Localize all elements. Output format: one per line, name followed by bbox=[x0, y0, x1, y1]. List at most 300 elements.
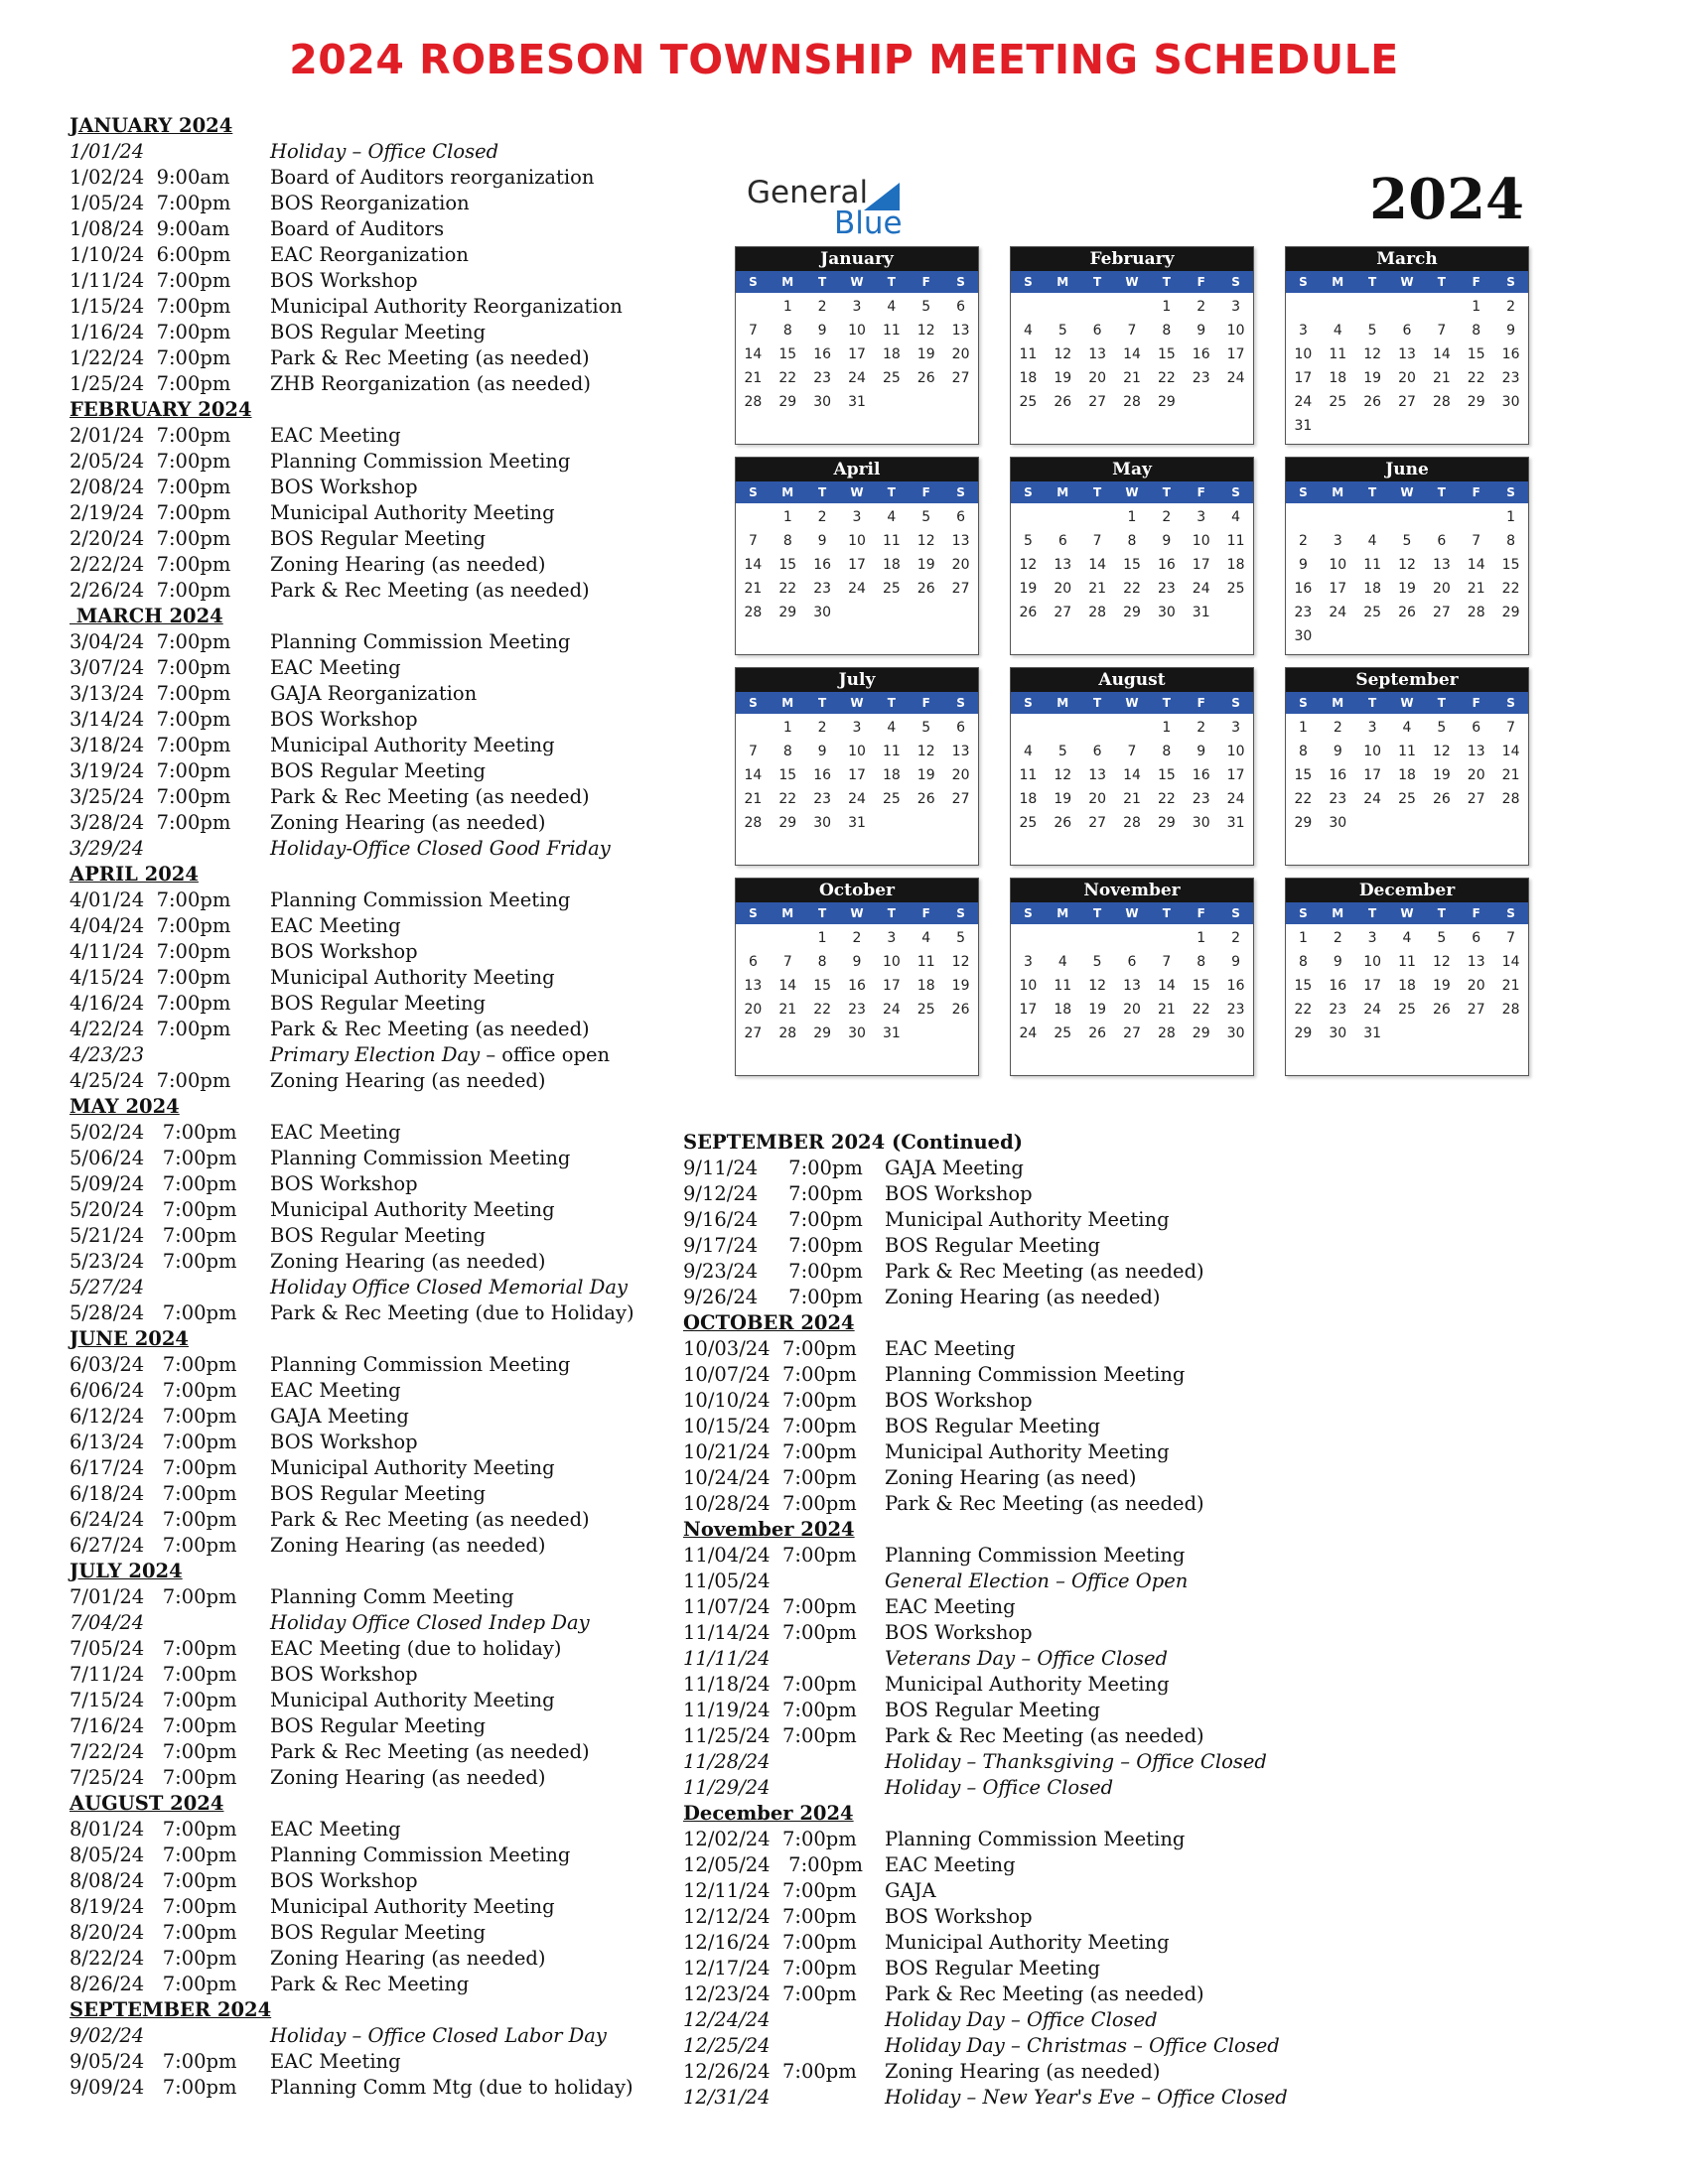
day-number: 28 bbox=[744, 815, 763, 831]
day-number: 22 bbox=[1192, 1002, 1210, 1018]
day-number: 14 bbox=[744, 767, 763, 783]
entry-event bbox=[885, 1904, 1033, 1930]
entry-date-time: 10/21/24 7:00pm bbox=[683, 1440, 857, 1463]
day-number: 5 bbox=[1057, 323, 1067, 339]
entry-event-text: Holiday – Office Closed Labor Day bbox=[270, 2024, 607, 2047]
entry-event bbox=[270, 1507, 590, 1533]
schedule-entry bbox=[70, 733, 665, 758]
day-number: 26 bbox=[1019, 605, 1038, 620]
day-number: 24 bbox=[882, 1002, 901, 1018]
day-number: 26 bbox=[1088, 1025, 1107, 1041]
schedule-entry bbox=[683, 1207, 1319, 1233]
entry-date-time: 12/02/24 7:00pm bbox=[683, 1828, 857, 1850]
schedule-entry bbox=[70, 1352, 665, 1378]
weekday-letter: T bbox=[887, 275, 896, 289]
entry-date-time: 2/05/24 7:00pm bbox=[70, 450, 231, 473]
month-heading bbox=[70, 1997, 665, 2023]
day-number: 16 bbox=[813, 346, 832, 362]
month-january bbox=[735, 246, 979, 445]
entry-event bbox=[885, 1207, 1170, 1233]
day-blank bbox=[1080, 505, 1115, 529]
entry-event-text: BOS Workshop bbox=[270, 1172, 418, 1195]
day-number: 18 bbox=[1398, 767, 1416, 783]
entry-event bbox=[270, 165, 594, 191]
entry-event bbox=[270, 1584, 514, 1610]
weekday-letter: S bbox=[1506, 275, 1515, 289]
day-grid bbox=[736, 924, 978, 1045]
schedule-entry bbox=[70, 1275, 665, 1300]
day-blank bbox=[1424, 505, 1459, 529]
day-number: 1 bbox=[1162, 720, 1172, 736]
month-april bbox=[735, 457, 979, 655]
day-number: 17 bbox=[848, 767, 866, 783]
day-number: 5 bbox=[1092, 954, 1102, 970]
entry-date-time: 6/18/24 7:00pm bbox=[70, 1482, 237, 1505]
day-grid bbox=[1011, 714, 1253, 835]
weekday-letter: S bbox=[956, 906, 965, 920]
schedule-entry bbox=[70, 810, 665, 836]
entry-event bbox=[885, 1285, 1161, 1310]
weekday-letter: F bbox=[1196, 275, 1205, 289]
schedule-entry bbox=[683, 1775, 1319, 1801]
month-heading bbox=[683, 1310, 1319, 1336]
day-number: 15 bbox=[1294, 767, 1313, 783]
day-grid bbox=[1286, 714, 1528, 835]
entry-event-text: Park & Rec Meeting (as needed) bbox=[270, 1740, 590, 1763]
entry-event bbox=[885, 1827, 1185, 1852]
day-number: 29 bbox=[1192, 1025, 1210, 1041]
entry-date-time: 11/29/24 bbox=[683, 1776, 771, 1799]
entry-date-time: 12/26/24 7:00pm bbox=[683, 2060, 857, 2083]
entry-event-text: Municipal Authority Meeting bbox=[270, 1689, 555, 1711]
day-number: 6 bbox=[956, 509, 966, 525]
day-number: 18 bbox=[882, 767, 901, 783]
entry-event-text: Municipal Authority Meeting bbox=[270, 501, 555, 524]
day-number: 15 bbox=[1157, 346, 1176, 362]
day-number: 15 bbox=[778, 557, 797, 573]
schedule-entry bbox=[70, 526, 665, 552]
schedule-entry bbox=[70, 475, 665, 500]
weekday-letter: T bbox=[1162, 906, 1171, 920]
day-number: 21 bbox=[1123, 370, 1141, 386]
weekday-letter: T bbox=[1093, 696, 1102, 710]
day-number: 22 bbox=[778, 370, 797, 386]
day-number: 20 bbox=[1467, 978, 1485, 994]
entry-event-text: BOS Workshop bbox=[270, 269, 418, 292]
weekday-letter: S bbox=[749, 485, 758, 499]
weekday-letter: M bbox=[1056, 906, 1069, 920]
entry-event bbox=[270, 1300, 634, 1326]
entry-event-text: BOS Regular Meeting bbox=[885, 1234, 1101, 1257]
entry-date-time: 6/12/24 7:00pm bbox=[70, 1405, 237, 1428]
day-number: 25 bbox=[1019, 815, 1038, 831]
logo-triangle-icon bbox=[864, 183, 900, 210]
entry-event-text: Municipal Authority Meeting bbox=[885, 1673, 1170, 1696]
entry-event bbox=[270, 191, 470, 216]
schedule-entry bbox=[70, 1404, 665, 1430]
day-number: 9 bbox=[852, 954, 862, 970]
month-name: January bbox=[736, 247, 978, 271]
day-number: 9 bbox=[1333, 744, 1342, 759]
entry-date-time: 9/23/24 7:00pm bbox=[683, 1260, 863, 1283]
day-number: 14 bbox=[744, 557, 763, 573]
entry-event-text: General Election – Office Open bbox=[885, 1570, 1189, 1592]
day-number: 16 bbox=[1329, 767, 1347, 783]
entry-event-text: Planning Commission Meeting bbox=[270, 1147, 571, 1169]
entry-event bbox=[270, 965, 555, 991]
day-number: 26 bbox=[1054, 394, 1072, 410]
entry-date-time: 2/26/24 7:00pm bbox=[70, 579, 231, 602]
entry-event bbox=[885, 1594, 1016, 1620]
day-number: 22 bbox=[778, 581, 797, 597]
weekday-letter: M bbox=[781, 906, 794, 920]
day-number: 11 bbox=[1226, 533, 1245, 549]
month-heading bbox=[683, 1130, 1319, 1156]
entry-event bbox=[270, 681, 477, 707]
day-number: 9 bbox=[1333, 954, 1342, 970]
weekday-header bbox=[1286, 692, 1528, 714]
day-number: 23 bbox=[813, 581, 832, 597]
day-blank bbox=[1080, 716, 1115, 740]
day-number: 3 bbox=[1023, 954, 1033, 970]
weekday-letter: S bbox=[1024, 275, 1033, 289]
day-blank bbox=[1355, 505, 1390, 529]
weekday-letter: S bbox=[1231, 485, 1240, 499]
entry-event-text: ZHB Reorganization (as needed) bbox=[270, 372, 591, 395]
day-number: 3 bbox=[887, 930, 897, 946]
schedule-entry bbox=[70, 1249, 665, 1275]
schedule-entry bbox=[70, 758, 665, 784]
month-december bbox=[1285, 878, 1529, 1076]
schedule-entry bbox=[70, 1972, 665, 1997]
schedule-entry bbox=[683, 2033, 1319, 2059]
schedule-entry bbox=[70, 2023, 665, 2049]
entry-date-time: 1/11/24 7:00pm bbox=[70, 269, 231, 292]
day-number: 2 bbox=[817, 720, 827, 736]
day-number: 15 bbox=[1123, 557, 1141, 573]
weekday-letter: F bbox=[1472, 906, 1480, 920]
day-number: 11 bbox=[916, 954, 935, 970]
entry-event bbox=[270, 2075, 633, 2101]
entry-date-time: 11/04/24 7:00pm bbox=[683, 1544, 857, 1567]
entry-event bbox=[270, 758, 486, 784]
weekday-letter: T bbox=[1093, 485, 1102, 499]
weekday-letter: T bbox=[818, 485, 827, 499]
entry-date-time: 5/27/24 bbox=[70, 1276, 145, 1298]
weekday-letter: T bbox=[1437, 906, 1446, 920]
entry-date-time: 7/22/24 7:00pm bbox=[70, 1740, 237, 1763]
day-number: 13 bbox=[1054, 557, 1072, 573]
schedule-entry bbox=[683, 1465, 1319, 1491]
day-number: 4 bbox=[887, 720, 897, 736]
entry-date-time: 9/11/24 7:00pm bbox=[683, 1157, 863, 1179]
weekday-letter: F bbox=[1196, 696, 1205, 710]
day-number: 19 bbox=[916, 767, 935, 783]
schedule-entry bbox=[683, 1362, 1319, 1388]
day-blank bbox=[1011, 716, 1046, 740]
day-number: 5 bbox=[1367, 323, 1377, 339]
entry-event-text: Holiday – New Year's Eve – Office Closed bbox=[885, 2086, 1288, 2109]
entry-event-text: EAC Meeting bbox=[270, 1379, 401, 1402]
day-number: 29 bbox=[778, 815, 797, 831]
day-number: 7 bbox=[1092, 533, 1102, 549]
entry-date-time: 10/24/24 7:00pm bbox=[683, 1466, 857, 1489]
entry-date-time: 1/16/24 7:00pm bbox=[70, 321, 231, 343]
schedule-entry bbox=[70, 1765, 665, 1791]
entry-event-text: Municipal Authority Meeting bbox=[270, 966, 555, 989]
day-number: 2 bbox=[1196, 299, 1206, 315]
entry-event-text: Board of Auditors bbox=[270, 217, 445, 240]
schedule-entry bbox=[683, 1259, 1319, 1285]
month-name: April bbox=[736, 458, 978, 481]
entry-date-time: 12/11/24 7:00pm bbox=[683, 1879, 857, 1902]
day-number: 30 bbox=[813, 815, 832, 831]
day-number: 13 bbox=[951, 533, 970, 549]
entry-event bbox=[270, 1946, 546, 1972]
schedule-entry bbox=[683, 1594, 1319, 1620]
day-number: 4 bbox=[887, 509, 897, 525]
entry-event bbox=[270, 629, 570, 655]
entry-event-text: Planning Commission Meeting bbox=[270, 1353, 571, 1376]
entry-date-time: 2/22/24 7:00pm bbox=[70, 553, 231, 576]
entry-date-time: 12/31/24 bbox=[683, 2086, 771, 2109]
entry-event bbox=[885, 1181, 1033, 1207]
weekday-letter: T bbox=[1437, 275, 1446, 289]
day-number: 14 bbox=[778, 978, 797, 994]
entry-date-time: 3/13/24 7:00pm bbox=[70, 682, 231, 705]
day-number: 22 bbox=[1294, 1002, 1313, 1018]
day-blank bbox=[1046, 926, 1080, 950]
entry-event bbox=[270, 991, 486, 1017]
entry-event bbox=[885, 2085, 1288, 2111]
day-number: 19 bbox=[916, 346, 935, 362]
day-number: 7 bbox=[782, 954, 792, 970]
day-blank bbox=[1011, 926, 1046, 950]
logo-text-general: General bbox=[747, 175, 869, 210]
entry-event-text: Holiday Office Closed Indep Day bbox=[270, 1611, 590, 1634]
day-number: 4 bbox=[1023, 323, 1033, 339]
day-number: 23 bbox=[1226, 1002, 1245, 1018]
weekday-header bbox=[736, 902, 978, 924]
day-number: 19 bbox=[1398, 581, 1416, 597]
day-number: 21 bbox=[744, 370, 763, 386]
day-number: 5 bbox=[1023, 533, 1033, 549]
day-number: 5 bbox=[921, 299, 931, 315]
calendar-2024-image bbox=[711, 127, 1580, 1122]
entry-event-text: Park & Rec Meeting (as needed) bbox=[885, 1724, 1204, 1747]
weekday-letter: S bbox=[1299, 275, 1308, 289]
entry-event bbox=[270, 1171, 418, 1197]
month-heading-text: SEPTEMBER 2024 (Continued) bbox=[683, 1131, 1023, 1154]
day-number: 21 bbox=[1157, 1002, 1176, 1018]
day-number: 12 bbox=[1054, 346, 1072, 362]
entry-event-text: BOS Workshop bbox=[270, 1431, 418, 1453]
month-name: June bbox=[1286, 458, 1528, 481]
entry-event-text: Holiday Office Closed Memorial Day bbox=[270, 1276, 628, 1298]
entry-date-time: 11/07/24 7:00pm bbox=[683, 1595, 857, 1618]
weekday-letter: S bbox=[749, 696, 758, 710]
entry-event-text: BOS Workshop bbox=[885, 1182, 1033, 1205]
day-number: 29 bbox=[1501, 605, 1520, 620]
schedule-entry bbox=[683, 2007, 1319, 2033]
day-number: 6 bbox=[748, 954, 758, 970]
day-number: 30 bbox=[1157, 605, 1176, 620]
entry-event bbox=[885, 1543, 1185, 1569]
entry-date-time: 9/05/24 7:00pm bbox=[70, 2050, 237, 2073]
schedule-entry bbox=[683, 1878, 1319, 1904]
general-blue-logo bbox=[747, 175, 903, 241]
entry-event-text: Planning Comm Mtg (due to holiday) bbox=[270, 2076, 633, 2099]
day-number: 25 bbox=[1398, 1002, 1416, 1018]
day-number: 5 bbox=[921, 720, 931, 736]
entry-event-text: BOS Workshop bbox=[270, 476, 418, 498]
day-number: 12 bbox=[916, 323, 935, 339]
schedule-entry bbox=[70, 294, 665, 320]
day-number: 9 bbox=[1231, 954, 1241, 970]
entry-event-text: GAJA bbox=[885, 1879, 936, 1902]
day-number: 25 bbox=[916, 1002, 935, 1018]
day-number: 6 bbox=[1092, 744, 1102, 759]
entry-event-text: Zoning Hearing (as needed) bbox=[270, 1250, 546, 1273]
day-number: 1 bbox=[782, 509, 792, 525]
day-number: 29 bbox=[778, 394, 797, 410]
day-number: 15 bbox=[1294, 978, 1313, 994]
day-number: 28 bbox=[1088, 605, 1107, 620]
day-number: 6 bbox=[1092, 323, 1102, 339]
day-number: 12 bbox=[1432, 744, 1451, 759]
entry-event-text: BOS Regular Meeting bbox=[270, 321, 487, 343]
entry-date-time: 1/05/24 7:00pm bbox=[70, 192, 231, 214]
day-number: 3 bbox=[1298, 323, 1308, 339]
day-number: 28 bbox=[1467, 605, 1485, 620]
entry-date-time: 11/18/24 7:00pm bbox=[683, 1673, 857, 1696]
day-grid bbox=[1011, 503, 1253, 624]
day-number: 19 bbox=[1054, 791, 1072, 807]
day-number: 28 bbox=[744, 394, 763, 410]
weekday-letter: M bbox=[1056, 696, 1069, 710]
month-name: October bbox=[736, 879, 978, 902]
schedule-entry bbox=[70, 1197, 665, 1223]
weekday-header bbox=[1286, 271, 1528, 293]
day-number: 8 bbox=[1196, 954, 1206, 970]
entry-date-time: 2/19/24 7:00pm bbox=[70, 501, 231, 524]
month-october bbox=[735, 878, 979, 1076]
day-number: 31 bbox=[882, 1025, 901, 1041]
day-number: 21 bbox=[744, 791, 763, 807]
day-number: 26 bbox=[1363, 394, 1382, 410]
schedule-entry bbox=[70, 268, 665, 294]
schedule-entry bbox=[683, 1439, 1319, 1465]
weekday-letter: S bbox=[1506, 485, 1515, 499]
day-number: 11 bbox=[1054, 978, 1072, 994]
entry-event-text: Park & Rec Meeting (as needed) bbox=[270, 1508, 590, 1531]
entry-event bbox=[270, 1378, 401, 1404]
day-blank bbox=[1046, 295, 1080, 319]
day-number: 27 bbox=[1467, 791, 1485, 807]
schedule-entry bbox=[683, 1956, 1319, 1981]
entry-event bbox=[885, 1620, 1033, 1646]
entry-date-time: 3/28/24 7:00pm bbox=[70, 811, 231, 834]
day-number: 9 bbox=[1298, 557, 1308, 573]
entry-event-text: Park & Rec Meeting bbox=[270, 1973, 470, 1995]
day-number: 20 bbox=[1088, 370, 1107, 386]
weekday-letter: S bbox=[1506, 906, 1515, 920]
entry-date-time: 9/09/24 7:00pm bbox=[70, 2076, 237, 2099]
day-number: 23 bbox=[1192, 370, 1210, 386]
weekday-letter: F bbox=[1196, 906, 1205, 920]
day-number: 2 bbox=[852, 930, 862, 946]
month-heading bbox=[70, 1094, 665, 1120]
day-number: 16 bbox=[1192, 767, 1210, 783]
day-number: 13 bbox=[1088, 767, 1107, 783]
day-number: 6 bbox=[1127, 954, 1137, 970]
day-number: 24 bbox=[848, 370, 866, 386]
day-number: 6 bbox=[1057, 533, 1067, 549]
entry-event-text: EAC Meeting (due to holiday) bbox=[270, 1637, 562, 1660]
day-number: 26 bbox=[916, 581, 935, 597]
day-grid bbox=[1286, 503, 1528, 648]
schedule-entry bbox=[70, 1017, 665, 1042]
entry-event bbox=[270, 1713, 486, 1739]
day-number: 14 bbox=[1501, 744, 1520, 759]
weekday-header bbox=[1011, 271, 1253, 293]
entry-event-text: BOS Workshop bbox=[885, 1621, 1033, 1644]
day-number: 7 bbox=[1506, 930, 1516, 946]
day-number: 3 bbox=[1231, 720, 1241, 736]
entry-event-text: Municipal Authority Meeting bbox=[885, 1208, 1170, 1231]
month-june bbox=[1285, 457, 1529, 655]
entry-event bbox=[885, 1723, 1204, 1749]
schedule-entry bbox=[683, 1672, 1319, 1698]
day-number: 30 bbox=[1226, 1025, 1245, 1041]
day-number: 7 bbox=[1127, 744, 1137, 759]
entry-date-time: 9/12/24 7:00pm bbox=[683, 1182, 863, 1205]
day-number: 10 bbox=[1329, 557, 1347, 573]
schedule-entry bbox=[683, 1543, 1319, 1569]
month-name: July bbox=[736, 668, 978, 692]
day-number: 27 bbox=[1088, 815, 1107, 831]
entry-event-text: Zoning Hearing (as needed) bbox=[885, 2060, 1161, 2083]
schedule-entry bbox=[70, 836, 665, 862]
day-number: 26 bbox=[1432, 1002, 1451, 1018]
schedule-entry bbox=[70, 1662, 665, 1688]
day-number: 19 bbox=[916, 557, 935, 573]
month-name: May bbox=[1011, 458, 1253, 481]
day-number: 23 bbox=[1294, 605, 1313, 620]
day-number: 25 bbox=[1054, 1025, 1072, 1041]
day-number: 26 bbox=[916, 791, 935, 807]
day-number: 13 bbox=[1123, 978, 1141, 994]
month-heading-text: MARCH 2024 bbox=[70, 605, 223, 627]
entry-date-time: 5/20/24 7:00pm bbox=[70, 1198, 237, 1221]
day-number: 1 bbox=[1472, 299, 1481, 315]
weekday-letter: S bbox=[956, 485, 965, 499]
entry-event bbox=[270, 1843, 570, 1868]
day-number: 4 bbox=[921, 930, 931, 946]
entry-date-time: 8/26/24 7:00pm bbox=[70, 1973, 237, 1995]
day-number: 28 bbox=[1123, 394, 1141, 410]
weekday-letter: W bbox=[1400, 906, 1414, 920]
entry-event-text: Municipal Authority Meeting bbox=[885, 1440, 1170, 1463]
entry-date-time: 3/07/24 7:00pm bbox=[70, 656, 231, 679]
schedule-entry bbox=[70, 1378, 665, 1404]
schedule-entry bbox=[70, 1894, 665, 1920]
day-number: 23 bbox=[1157, 581, 1176, 597]
month-name: February bbox=[1011, 247, 1253, 271]
weekday-letter: S bbox=[1299, 485, 1308, 499]
month-name: November bbox=[1011, 879, 1253, 902]
schedule-entry bbox=[70, 1455, 665, 1481]
